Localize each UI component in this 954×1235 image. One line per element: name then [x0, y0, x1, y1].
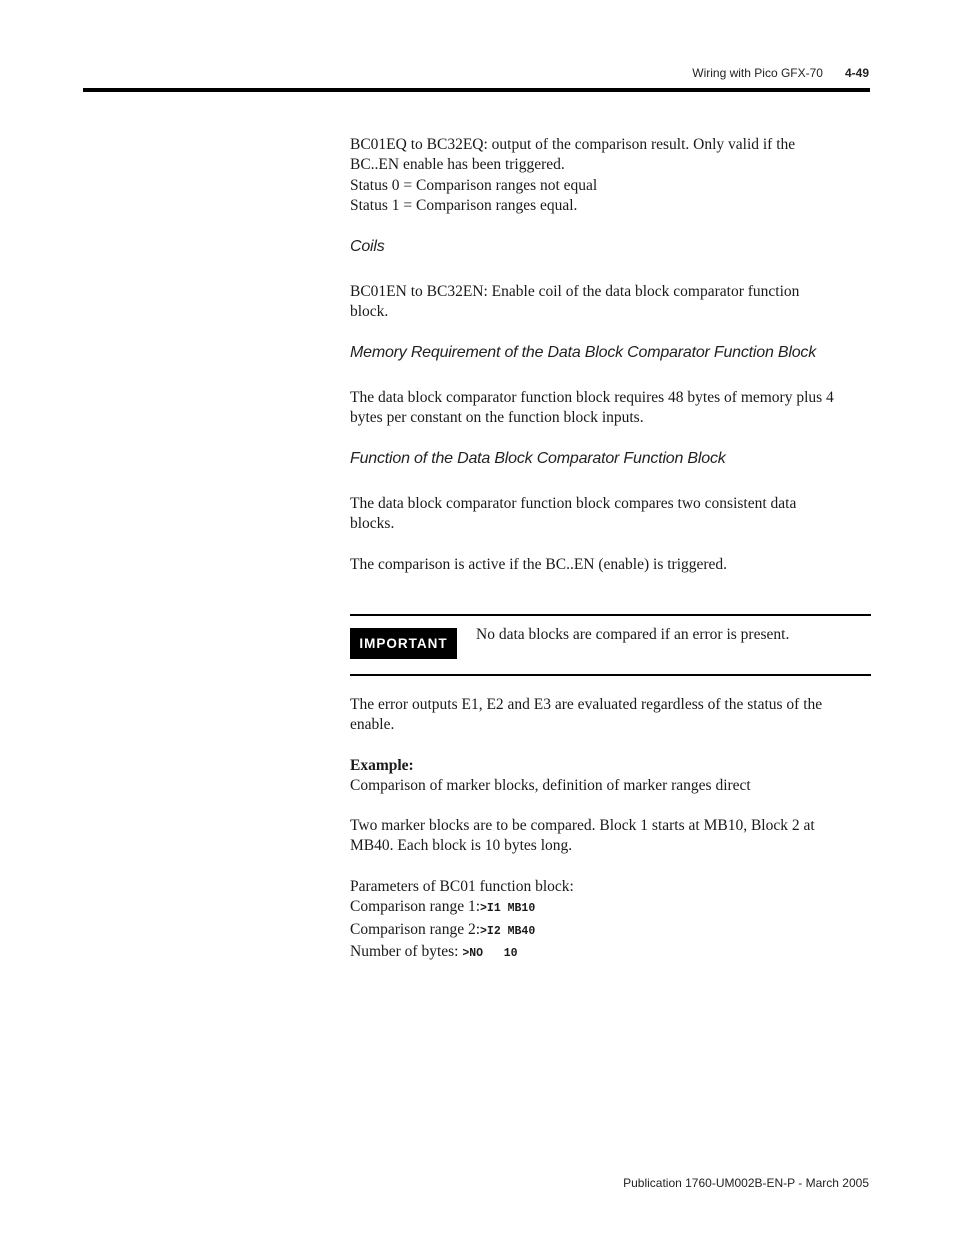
important-top-rule [350, 614, 871, 616]
parameter-value: >NO 10 [462, 946, 518, 960]
memory-heading: Memory Requirement of the Data Block Comparator Function Block [350, 344, 817, 361]
header-section-title: Wiring with Pico GFX-70 [692, 66, 823, 80]
important-badge: IMPORTANT [350, 628, 457, 659]
function-heading: Function of the Data Block Comparator Function Block [350, 450, 726, 467]
parameter-value: >I1 MB10 [480, 902, 536, 916]
text-line: Status 1 = Comparison ranges equal. [350, 196, 578, 214]
text-line: MB40. Each block is 10 bytes long. [350, 837, 573, 855]
text-line: The error outputs E1, E2 and E3 are evaluated regardless of the status of the [350, 696, 823, 713]
text-line: BC01EQ to BC32EQ: output of the comparison result. Only valid if the [350, 136, 796, 153]
text-line: Two marker blocks are to be compared. Block 1 starts at MB10, Block 2 at [350, 817, 815, 834]
header-rule [83, 88, 870, 92]
text-line: BC01EN to BC32EN: Enable coil of the data block comparator function [350, 283, 800, 300]
text-line: block. [350, 303, 389, 321]
parameters-block [350, 877, 870, 964]
parameter-row [350, 942, 870, 964]
enable-paragraph: The comparison is active if the BC..EN (enable) is triggered. [350, 556, 728, 573]
outputs-paragraph [350, 135, 870, 216]
example-description: Comparison of marker blocks, definition of marker ranges direct [350, 777, 751, 795]
important-bottom-rule [350, 674, 871, 676]
example-label: Example: [350, 757, 414, 774]
example-paragraph [350, 816, 870, 857]
text-line: The data block comparator function block requires 48 bytes of memory plus 4 [350, 389, 834, 406]
coils-heading: Coils [350, 238, 385, 255]
text-line: enable. [350, 716, 395, 734]
text-line: The data block comparator function block compares two consistent data [350, 495, 797, 512]
text-line: Status 0 = Comparison ranges not equal [350, 176, 598, 194]
parameter-value: >I2 MB40 [480, 924, 536, 938]
parameters-title: Parameters of BC01 function block: [350, 878, 574, 895]
important-text: No data blocks are compared if an error is present. [476, 626, 790, 643]
running-header [692, 66, 869, 80]
page-number: 4-49 [844, 66, 869, 80]
parameter-row [350, 897, 870, 919]
function-paragraph [350, 494, 870, 535]
memory-paragraph [350, 388, 870, 429]
parameter-row [350, 920, 870, 942]
parameter-label: Comparison range 1: [350, 898, 481, 916]
error-paragraph [350, 695, 870, 736]
parameter-label: Number of bytes: [350, 942, 463, 960]
example-block [350, 756, 870, 797]
text-line: bytes per constant on the function block inputs. [350, 409, 644, 427]
coils-paragraph [350, 282, 870, 323]
publication-footer: Publication 1760-UM002B-EN-P - March 2005 [623, 1176, 869, 1190]
text-line: BC..EN enable has been triggered. [350, 156, 565, 174]
text-line: blocks. [350, 515, 395, 533]
parameter-label: Comparison range 2: [350, 920, 481, 938]
